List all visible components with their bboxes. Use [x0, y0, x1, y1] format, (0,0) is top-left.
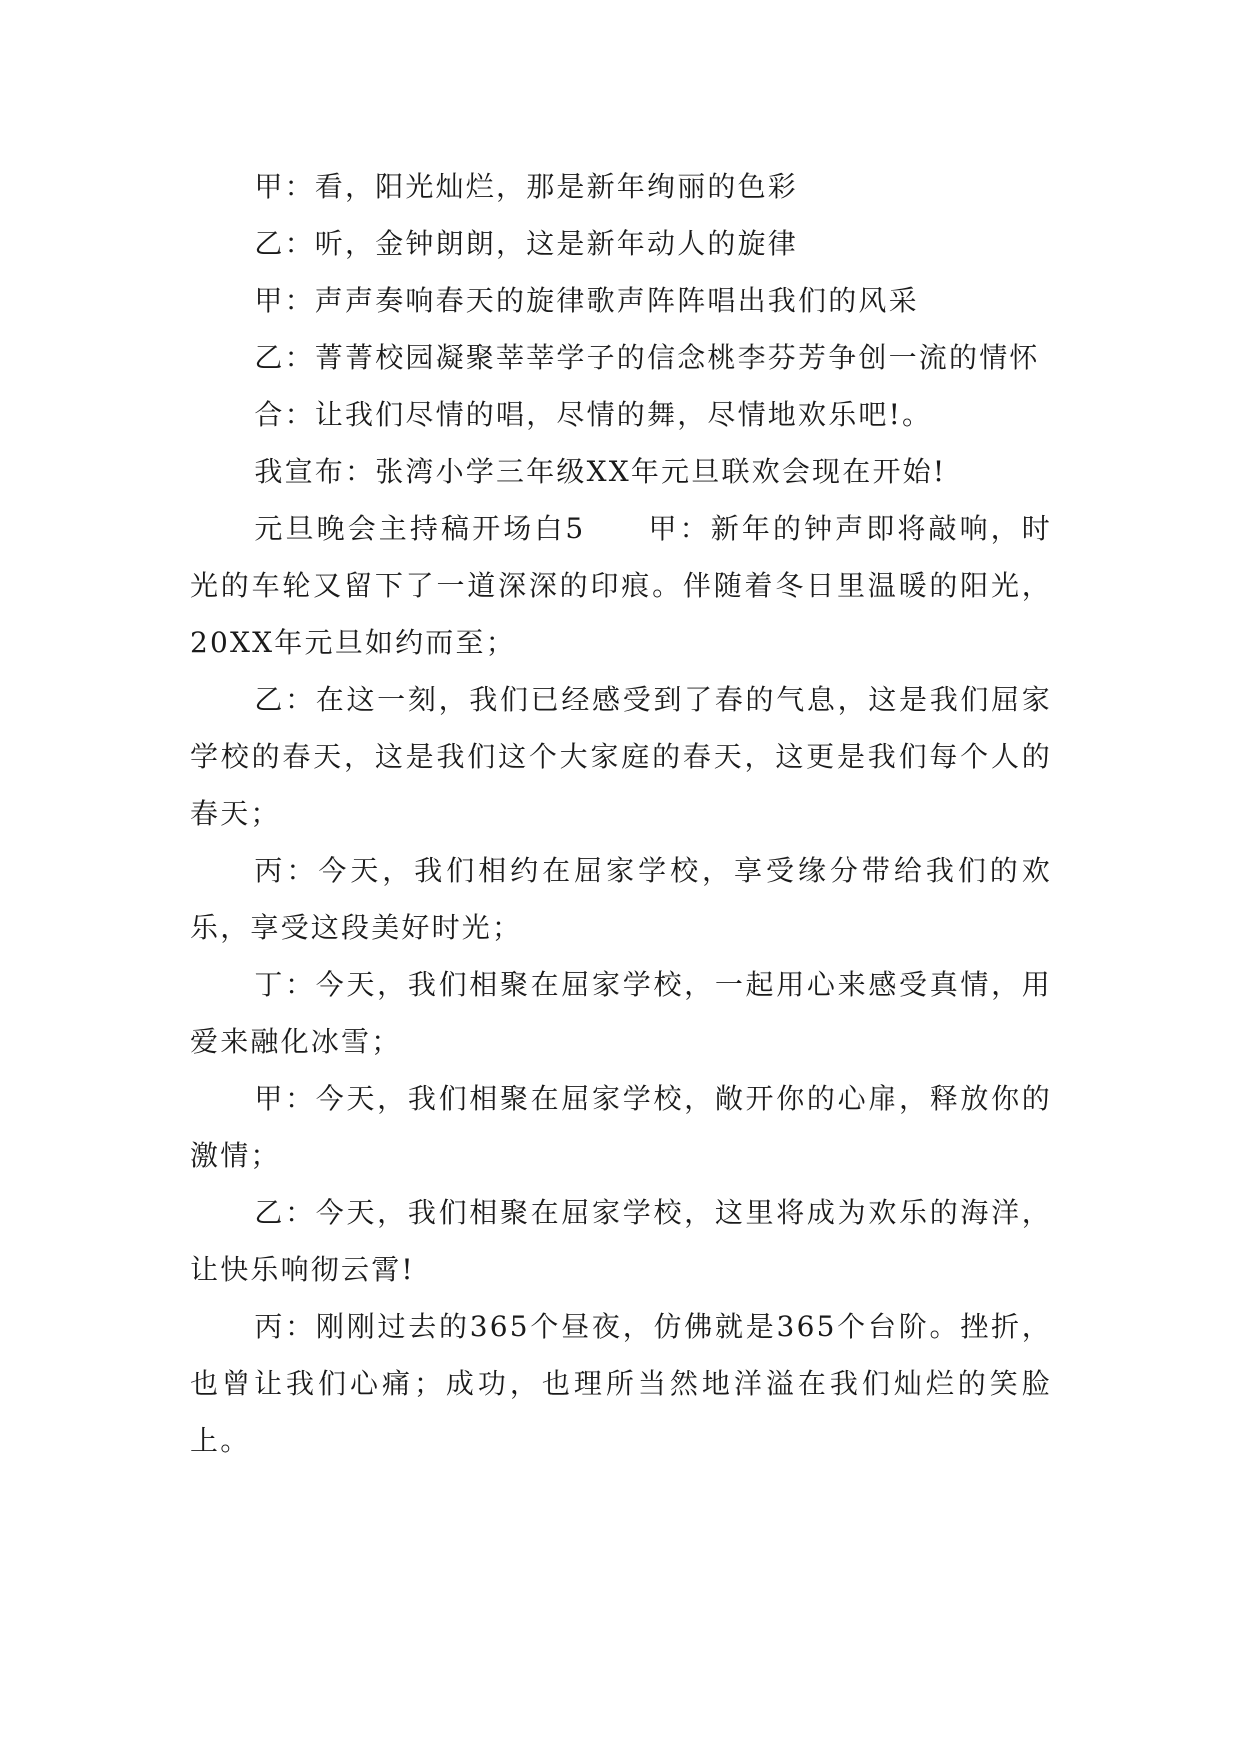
paragraph-5: 合：让我们尽情的唱，尽情的舞，尽情地欢乐吧!。 [254, 398, 933, 431]
paragraph-6: 我宣布：张湾小学三年级XX年元旦联欢会现在开始! [254, 455, 947, 488]
paragraph-4: 乙：菁菁校园凝聚莘莘学子的信念桃李芬芳争创一流的情怀 [254, 341, 1040, 374]
paragraph-3: 甲：声声奏响春天的旋律歌声阵阵唱出我们的风采 [254, 284, 919, 317]
paragraph-11: 甲：今天，我们相聚在屈家学校，敞开你的心扉，释放你的激情； [190, 1082, 1052, 1172]
paragraph-1: 甲：看，阳光灿烂，那是新年绚丽的色彩 [254, 170, 798, 203]
paragraph-9: 丙：今天，我们相约在屈家学校，享受缘分带给我们的欢乐，享受这段美好时光； [190, 854, 1052, 944]
paragraph-7: 元旦晚会主持稿开场白5 甲：新年的钟声即将敲响，时光的车轮又留下了一道深深的印痕。伴随着冬日里温暖的阳光，20XX年元旦如约而至； [190, 512, 1052, 659]
paragraph-10: 丁：今天，我们相聚在屈家学校，一起用心来感受真情，用爱来融化冰雪； [190, 968, 1052, 1058]
paragraph-12: 乙：今天，我们相聚在屈家学校，这里将成为欢乐的海洋，让快乐响彻云霄! [190, 1196, 1052, 1286]
paragraph-8: 乙：在这一刻，我们已经感受到了春的气息，这是我们屈家学校的春天，这是我们这个大家庭的春天，这更是我们每个人的春天； [190, 683, 1052, 830]
paragraph-13: 丙：刚刚过去的365个昼夜，仿佛就是365个台阶。挫折，也曾让我们心痛；成功，也理所当然地洋溢在我们灿烂的笑脸上。 [190, 1310, 1052, 1457]
document-body [190, 158, 1052, 1469]
paragraph-2: 乙：听，金钟朗朗，这是新年动人的旋律 [254, 227, 798, 260]
